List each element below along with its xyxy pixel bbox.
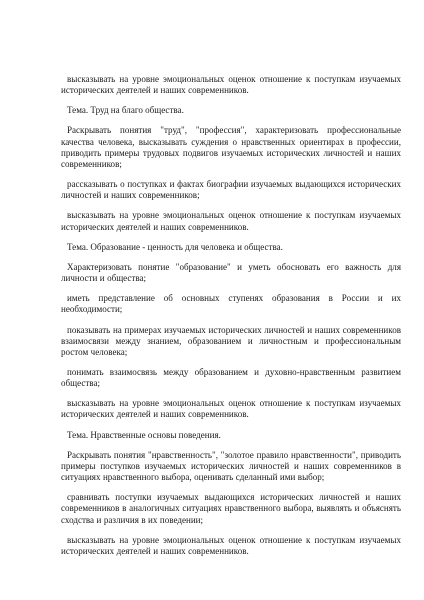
paragraph: рассказывать о поступках и фактах биографии изучаемых выдающихся исторических личностей и наших современников; <box>61 179 401 201</box>
section-heading: Тема. Труд на благо общества. <box>67 105 184 116</box>
paragraph: иметь представление об основных ступенях образования в России и их необходимости; <box>61 293 401 315</box>
paragraph: высказывать на уровне эмоциональных оценок отношение к поступкам изучаемых исторических деятелей и наших современников. <box>61 210 401 232</box>
section-heading: Тема. Образование - ценность для человека и общества. <box>67 241 283 252</box>
paragraph: Раскрывать понятия "труд", "профессия", характеризовать профессиональные качества человека, высказывать суждения о нравственных ориентирах в профессии, приводить примеры трудовых подвигов изучаемых исторических личностей и наших современников; <box>61 125 401 169</box>
paragraph: сравнивать поступки изучаемых выдающихся исторических личностей и наших современников в аналогичных ситуациях нравственного выбора, выявлять и объяснять сходства и различия в их поведении; <box>61 492 401 525</box>
paragraph: высказывать на уровне эмоциональных оценок отношение к поступкам изучаемых исторических деятелей и наших современников. <box>61 74 401 96</box>
document-body <box>61 74 401 557</box>
paragraph: показывать на примерах изучаемых исторических личностей и наших современников взаимосвязи между знанием, образованием и личностным и профессиональным ростом человека; <box>61 324 401 357</box>
paragraph: высказывать на уровне эмоциональных оценок отношение к поступкам изучаемых исторических деятелей и наших современников. <box>61 398 401 420</box>
paragraph: Раскрывать понятия "нравственность", "золотое правило нравственности", приводить примеры поступков изучаемых исторических личностей и наших современников в ситуациях нравственного выбора, оценивать сделанный ими выбор; <box>61 449 401 483</box>
paragraph: высказывать на уровне эмоциональных оценок отношение к поступкам изучаемых исторических деятелей и наших современников. <box>61 534 401 556</box>
paragraph: Характеризовать понятие "образование" и уметь обосновать его важность для личности и общества; <box>61 261 401 284</box>
paragraph: понимать взаимосвязь между образованием и духовно-нравственным развитием общества; <box>61 366 401 389</box>
section-heading: Тема. Нравственные основы поведения. <box>67 429 221 440</box>
